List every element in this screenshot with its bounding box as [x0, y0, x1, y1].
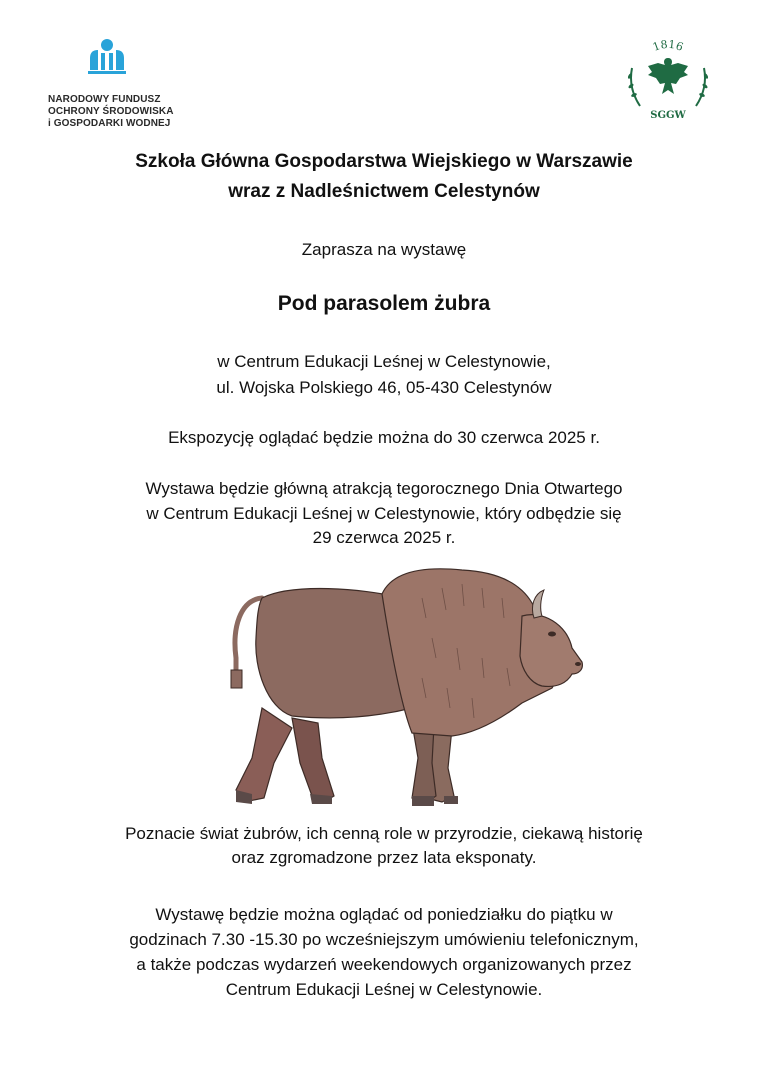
location-line-1: w Centrum Edukacji Leśnej w Celestynowie, [217, 352, 551, 371]
location-line-2: ul. Wojska Polskiego 46, 05-430 Celestynów [216, 378, 552, 397]
exhibition-title: Pod parasolem żubra [277, 292, 491, 315]
logo-line-3: i GOSPODARKI WODNEJ [48, 118, 171, 129]
hours-line-1: Wystawę będzie można oglądać od poniedziałku do piątku w [155, 905, 613, 924]
heading-line-1: Szkoła Główna Gospodarstwa Wiejskiego w Warszawie [135, 151, 633, 172]
organizer-heading [0, 147, 768, 207]
attraction-line-3: 29 czerwca 2025 r. [312, 528, 456, 547]
svg-text:1816 [651, 38, 685, 54]
discover-line-1: Poznacie świat żubrów, ich cenną role w przyrodzie, ciekawą historię [125, 824, 643, 843]
nfosigw-emblem-icon [86, 36, 128, 76]
exposure-date: Ekspozycję oglądać będzie można do 30 czerwca 2025 r. [168, 428, 600, 447]
attraction-line-2: w Centrum Edukacji Leśnej w Celestynowie, który odbędzie się [146, 504, 622, 523]
discover-line-2: oraz zgromadzone przez lata eksponaty. [231, 848, 537, 867]
seal-abbr: SGGW [650, 110, 686, 121]
seal-year: 1816 [650, 37, 686, 54]
invite-text: Zaprasza na wystawę [301, 240, 467, 259]
attraction-line-1: Wystawa będzie główną atrakcją tegorocznego Dnia Otwartego [145, 479, 623, 498]
hours-line-4: Centrum Edukacji Leśnej w Celestynowie. [225, 980, 543, 999]
heading-line-2: wraz z Nadleśnictwem Celestynów [228, 181, 540, 202]
logo-line-1: NARODOWY FUNDUSZ [48, 94, 161, 105]
bison-illustration [222, 558, 590, 812]
hours-line-2: godzinach 7.30 -15.30 po wcześniejszym umówieniu telefonicznym, [129, 930, 639, 949]
sggw-seal-logo [618, 28, 718, 128]
hours-line-3: a także podczas wydarzeń weekendowych organizowanych przez [136, 955, 632, 974]
logo-line-2: OCHRONY ŚRODOWISKA [48, 106, 174, 117]
nfosigw-logo [30, 14, 190, 132]
